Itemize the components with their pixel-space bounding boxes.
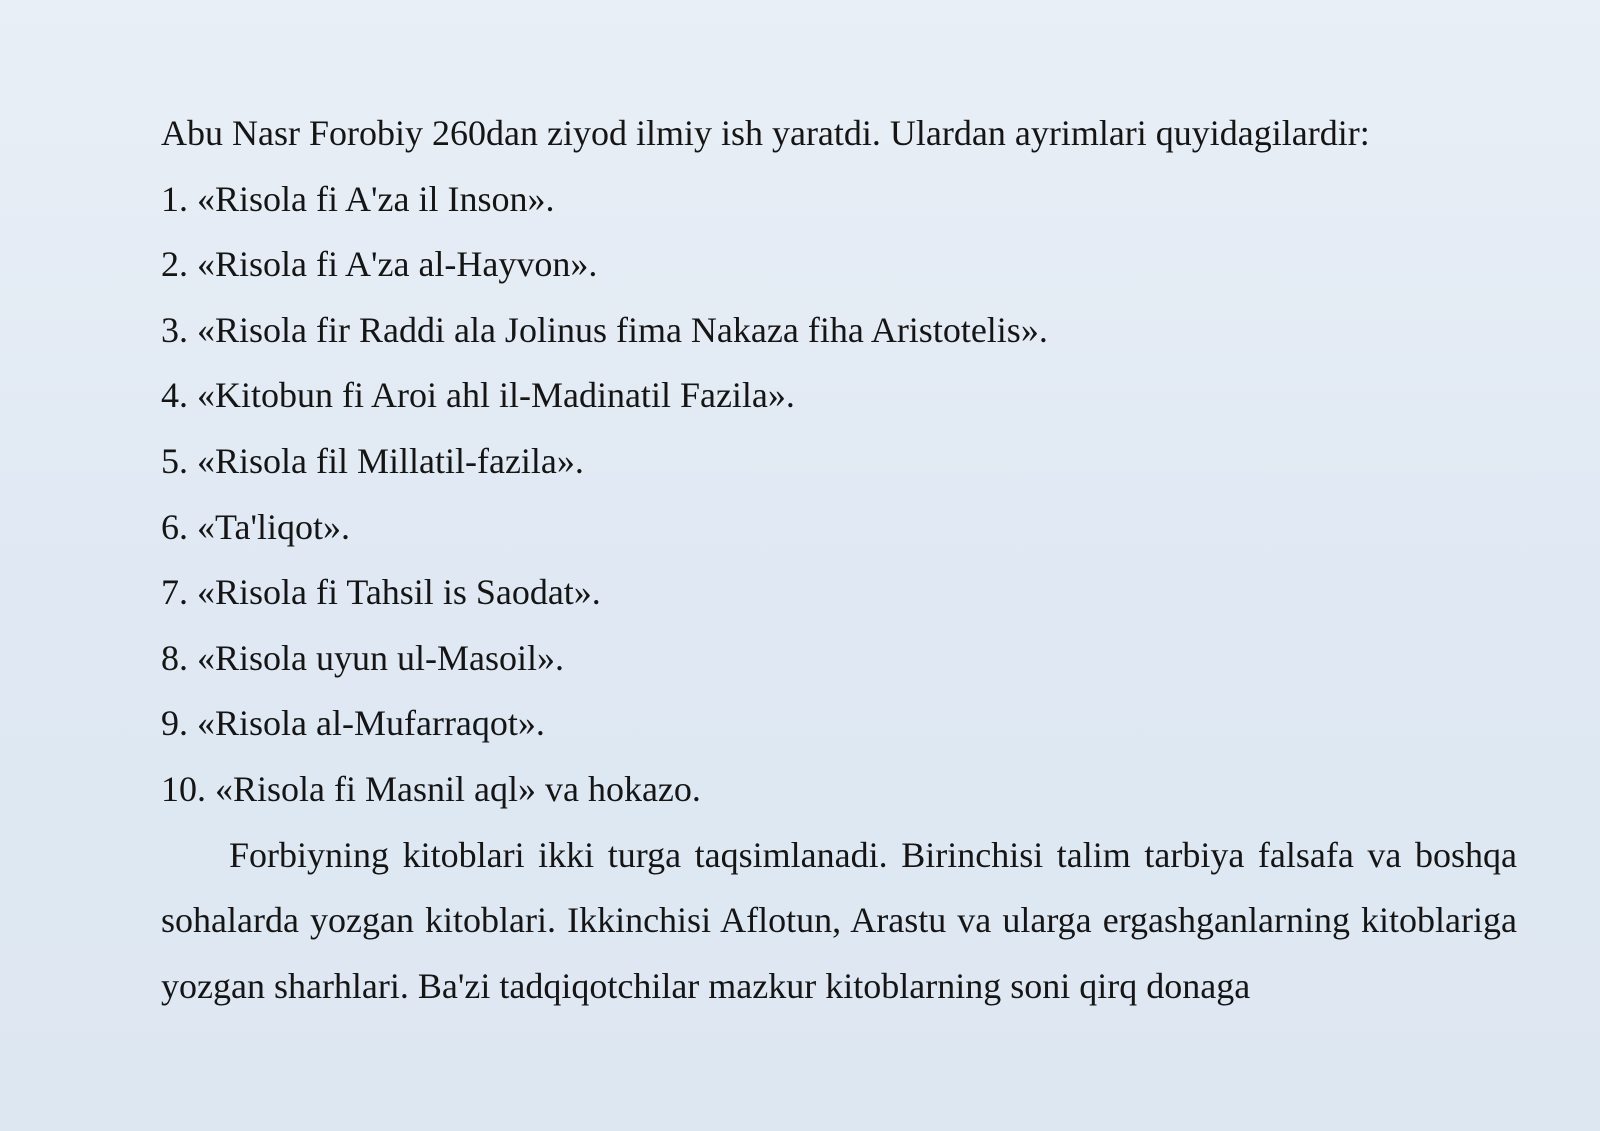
list-item: 6. «Ta'liqot». [161, 506, 350, 547]
works-list [161, 171, 1517, 827]
list-item: 9. «Risola al-Mufarraqot». [161, 703, 545, 744]
document-body [161, 105, 1517, 1055]
list-item: 5. «Risola fil Millatil-fazila». [161, 440, 584, 481]
list-item: 10. «Risola fi Masnil aql» va hokazo. [161, 768, 701, 809]
list-item: 2. «Risola fi A'za al-Hayvon». [161, 244, 598, 285]
body-paragraph: Forbiyning kitoblari ikki turga taqsimlanadi. Birinchisi talim tarbiya falsafa va boshqa sohalarda yozgan kitoblari. Ikkinchisi Aflotun, Arastu va ularga ergashganlarning kitoblariga yozgan sharhlari. Ba'zi tadqiqotchilar mazkur kitoblarning soni qirq donaga [161, 834, 1517, 1006]
list-item: 7. «Risola fi Tahsil is Saodat». [161, 572, 601, 613]
list-item: 4. «Kitobun fi Aroi ahl il-Madinatil Fazila». [161, 375, 795, 416]
list-item: 8. «Risola uyun ul-Masoil». [161, 637, 564, 678]
list-item: 3. «Risola fir Raddi ala Jolinus fima Nakaza fiha Aristotelis». [161, 309, 1048, 350]
intro-line: Abu Nasr Forobiy 260dan ziyod ilmiy ish yaratdi. Ulardan ayrimlari quyidagilardir: [161, 113, 1370, 153]
list-item: 1. «Risola fi A'za il Inson». [161, 178, 555, 219]
